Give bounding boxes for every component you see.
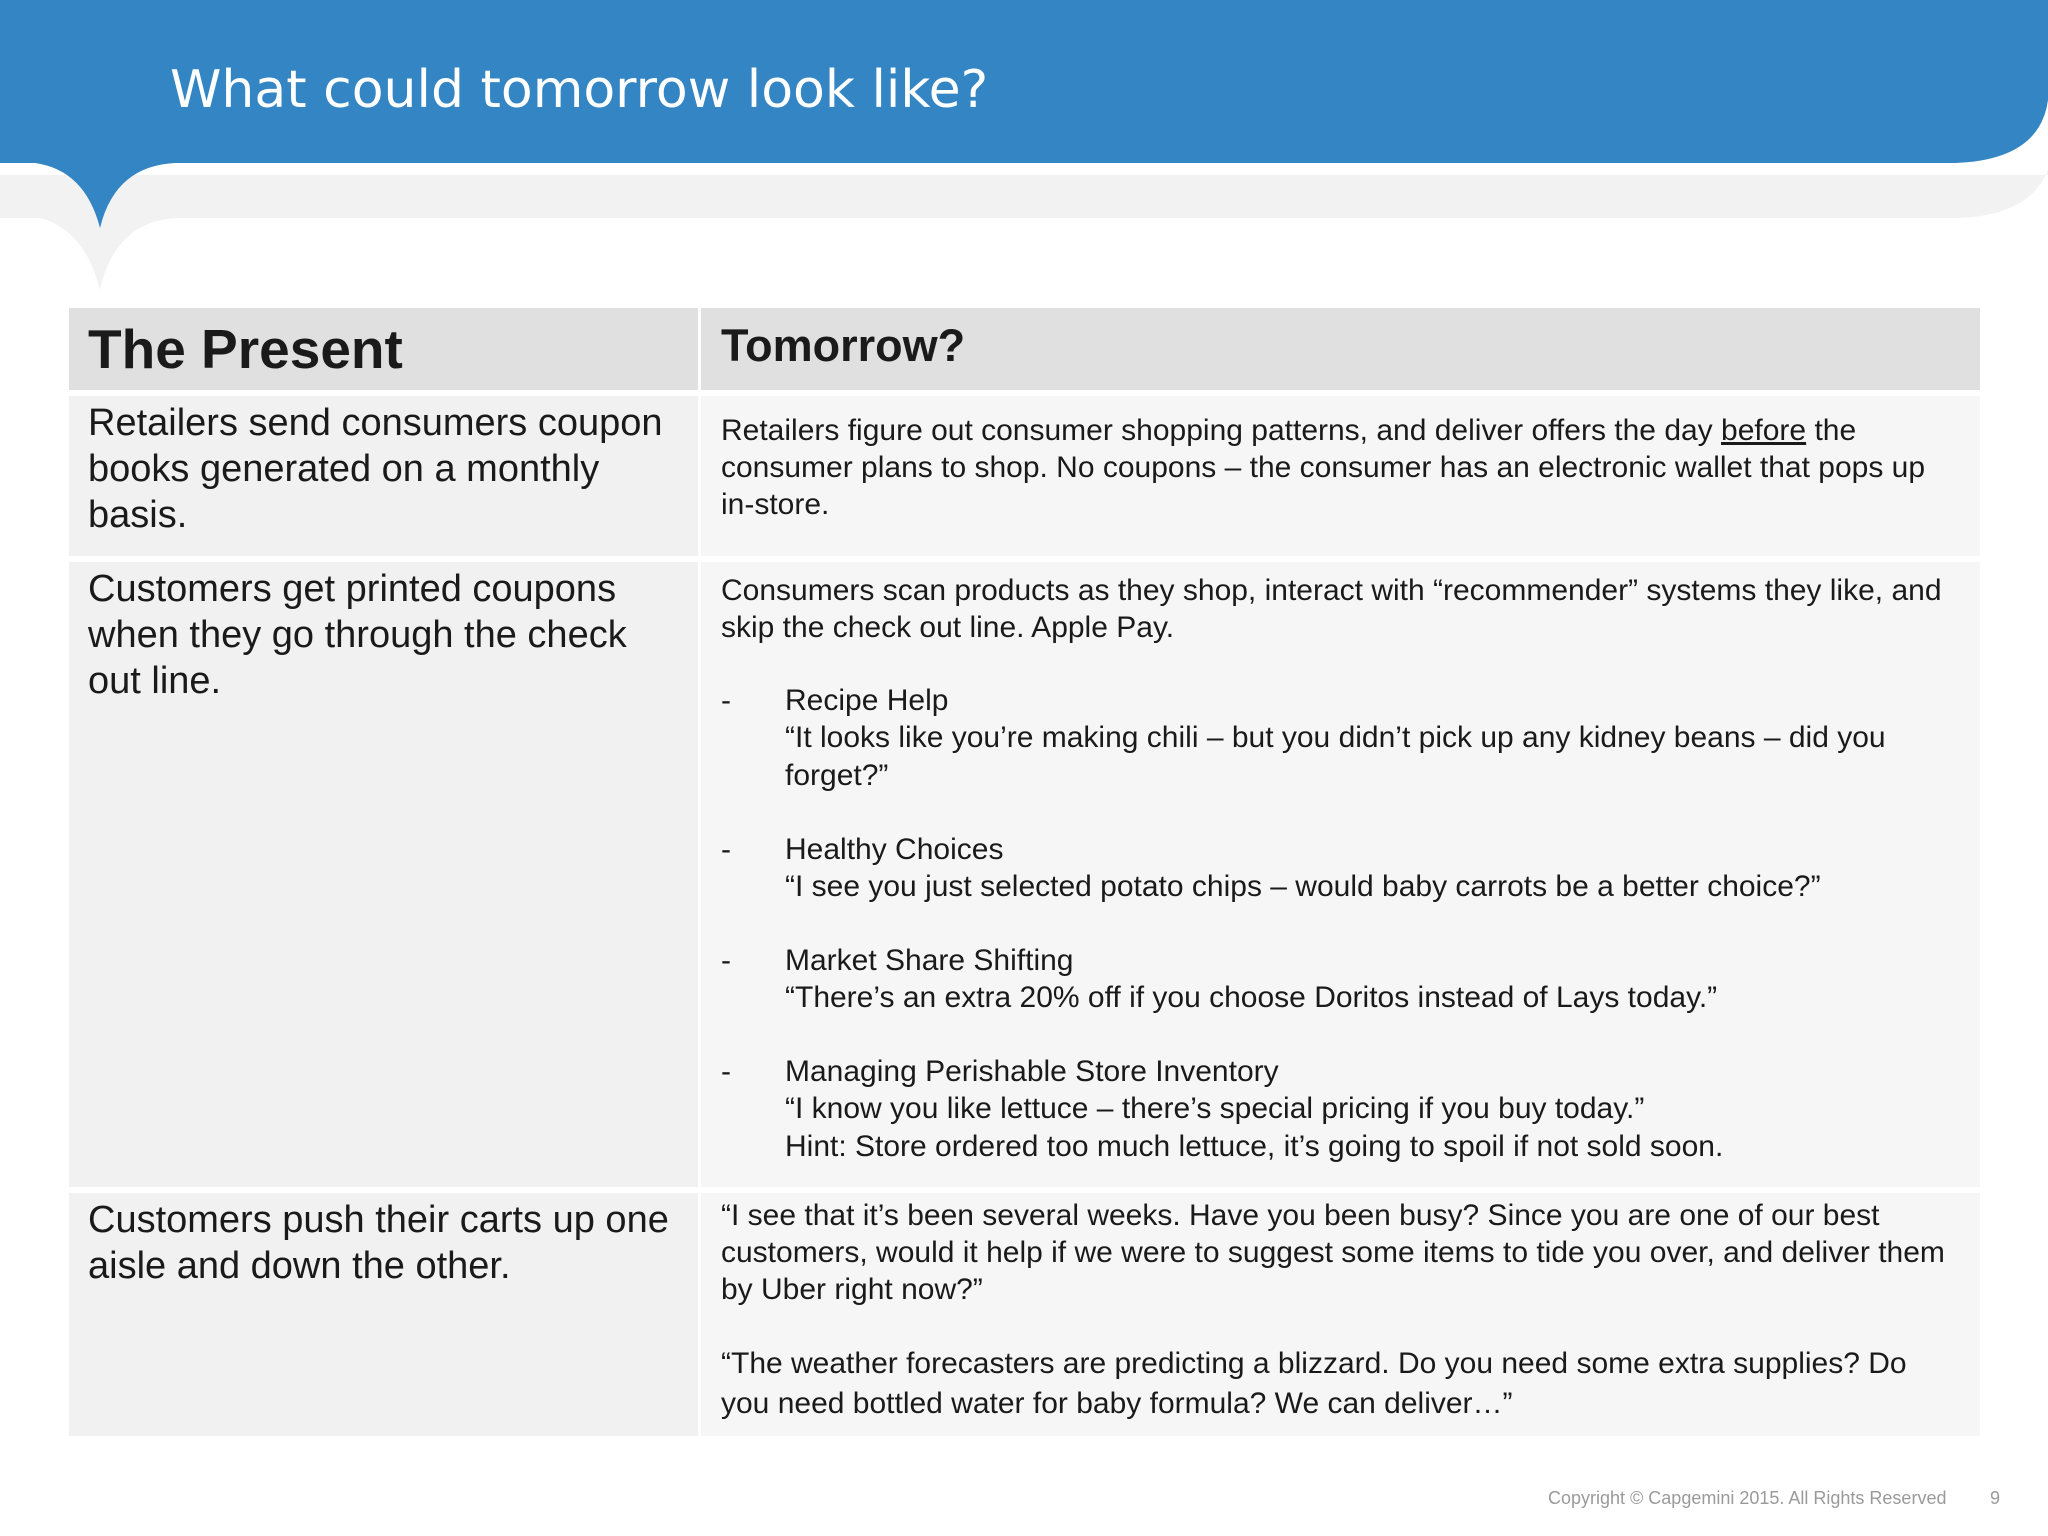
row-2-present-cell — [69, 562, 698, 1187]
row-1-present-text: Retailers send consumers coupon books generated on a monthly basis. — [88, 402, 663, 536]
list-item-body — [785, 1053, 1956, 1166]
list-item-body — [785, 831, 1956, 906]
list-item-title: Market Share Shifting — [785, 944, 1074, 977]
recommender-list — [701, 682, 1980, 1166]
slide-title: What could tomorrow look like? — [170, 60, 989, 120]
row-2-intro: Consumers scan products as they shop, interact with “recommender” systems they like, and skip the check out line. Apple Pay. — [721, 574, 1942, 644]
row-2-present-text: Customers get printed coupons when they go through the check out line. — [88, 568, 627, 702]
list-item-line: “I know you like lettuce – there’s special pricing if you buy today.” — [785, 1092, 1645, 1125]
list-item — [721, 942, 1956, 1017]
row-1-tomorrow-text — [701, 396, 1980, 523]
list-item-title: Healthy Choices — [785, 833, 1004, 866]
bullet-dash: - — [721, 833, 731, 866]
list-item-title: Recipe Help — [785, 684, 949, 717]
list-item-line: “It looks like you’re making chili – but you didn’t pick up any kidney beans – did you forget?” — [785, 721, 1886, 792]
list-item — [721, 1053, 1956, 1166]
row-3-tomorrow-cell — [701, 1193, 1980, 1436]
list-item-body — [785, 682, 1956, 795]
row-1-underlined-word: before — [1721, 414, 1807, 447]
page-number: 9 — [1990, 1488, 2001, 1508]
header-present-label: The Present — [88, 318, 403, 380]
footer-copyright: Copyright © Capgemini 2015. All Rights Reserved — [1548, 1488, 1947, 1508]
bullet-dash: - — [721, 1055, 731, 1088]
row-1-text-after: the consumer plans to shop. No coupons – the consumer has an electronic wallet that pops up in-store. — [721, 414, 1926, 521]
row-3-present-cell — [69, 1193, 698, 1436]
banner-shadow — [0, 170, 2048, 290]
bullet-dash: - — [721, 944, 731, 977]
list-item-line: “There’s an extra 20% off if you choose Doritos instead of Lays today.” — [785, 981, 1718, 1014]
title-banner — [0, 0, 2048, 300]
list-item-title: Managing Perishable Store Inventory — [785, 1055, 1279, 1088]
row-3-paragraph-1: “I see that it’s been several weeks. Have you been busy? Since you are one of our best customers, would it help if we were to suggest some items to tide you over, and deliver them by Uber right now?” — [721, 1199, 1945, 1306]
list-item — [721, 682, 1956, 795]
row-2-tomorrow-cell — [701, 562, 1980, 1187]
list-item-hint: Hint: Store ordered too much lettuce, it’s going to spoil if not sold soon. — [785, 1130, 1724, 1163]
list-item-line: “I see you just selected potato chips – would baby carrots be a better choice?” — [785, 870, 1821, 903]
list-item — [721, 831, 1956, 906]
header-tomorrow — [701, 308, 1980, 390]
row-3-paragraph-2: “The weather forecasters are predicting a blizzard. Do you need some extra supplies? Do you need bottled water for baby formula? We can deliver…” — [721, 1347, 1907, 1420]
row-1-present-cell — [69, 396, 698, 556]
header-present — [69, 308, 698, 390]
row-3-present-text: Customers push their carts up one aisle and down the other. — [88, 1199, 669, 1287]
comparison-table — [69, 308, 1980, 1436]
header-tomorrow-label: Tomorrow? — [721, 320, 966, 371]
row-1-tomorrow-cell — [701, 396, 1980, 556]
bullet-dash: - — [721, 684, 731, 717]
list-item-body — [785, 942, 1956, 1017]
row-1-text-before: Retailers figure out consumer shopping patterns, and deliver offers the day — [721, 414, 1722, 447]
